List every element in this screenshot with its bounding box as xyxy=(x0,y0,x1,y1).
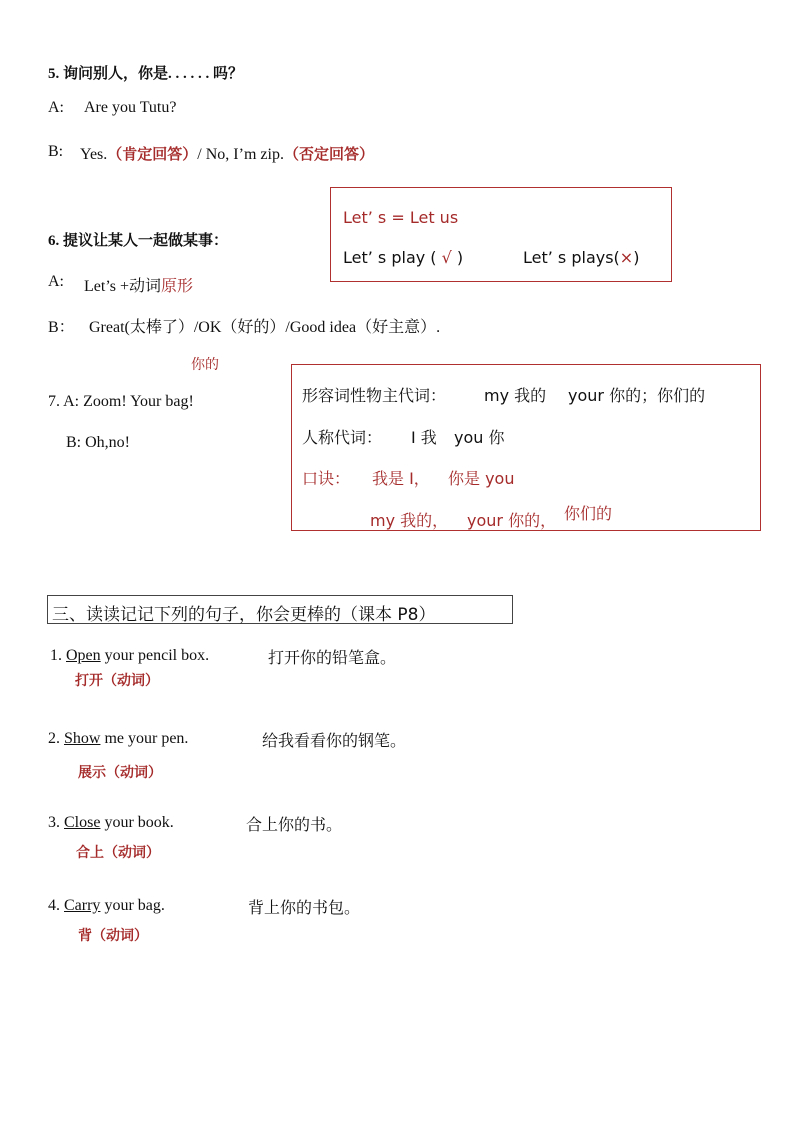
q5-b-label: B: xyxy=(48,143,64,160)
q6-a-text-red: 原形 xyxy=(161,276,194,295)
rhyme-you: 你是 you xyxy=(448,469,515,488)
q6-a-text: Let’s +动词 xyxy=(84,278,162,295)
sentence-rest: me your pen. xyxy=(104,730,189,747)
rhyme-my: my 我的， xyxy=(370,511,449,530)
lets-play-example xyxy=(343,248,463,267)
section3-title: 三、读读记记下列的句子，你会更棒的（课本 P8） xyxy=(52,605,436,625)
close-paren: ) xyxy=(456,248,464,267)
sentence-2-cn: 给我看看你的钢笔。 xyxy=(262,731,407,750)
q7-note-above: 你的 xyxy=(191,357,219,373)
check-mark: √ xyxy=(436,248,457,267)
sentence-2 xyxy=(48,730,188,748)
q7-a-line: 7. A: Zoom! Your bag! xyxy=(48,393,194,410)
q6-b-label: B： xyxy=(48,319,75,336)
pronoun-note-box xyxy=(291,364,761,531)
rhyme-your-plural: 你们的 xyxy=(564,504,613,523)
sentence-4-note: 背（动词） xyxy=(78,928,148,944)
verb-open: Open xyxy=(66,647,101,664)
item-number: 1. xyxy=(50,647,62,664)
q5-b-no-note: （否定回答） xyxy=(283,145,374,163)
sentence-rest: your pencil box. xyxy=(104,647,210,664)
personal-you: you 你 xyxy=(454,428,505,447)
section3-title-box xyxy=(47,595,513,624)
sentence-2-note: 展示（动词） xyxy=(78,765,162,781)
q5-b-line xyxy=(80,143,374,164)
q6-heading: 6. 提议让某人一起做某事： xyxy=(48,233,229,249)
q6-a-line xyxy=(84,273,193,296)
personal-i: I 我 xyxy=(411,428,437,447)
q5-heading: 5. 询问别人，你是. . . . . . 吗？ xyxy=(48,66,244,82)
rhyme-i: 我是 I， xyxy=(372,469,430,488)
cross-mark: × xyxy=(619,248,634,267)
possessive-my: my 我的 xyxy=(484,386,547,405)
sentence-rest: your bag. xyxy=(104,897,165,914)
possessive-your: your 你的；你们的 xyxy=(568,386,706,405)
rhyme-label: 口诀： xyxy=(302,469,351,488)
sentence-3-note: 合上（动词） xyxy=(76,845,160,861)
sentence-4 xyxy=(48,897,165,915)
lets-play-correct: Let’ s play ( xyxy=(343,248,437,267)
let-us-line: Let’ s = Let us xyxy=(343,208,459,227)
sentence-1 xyxy=(50,647,209,665)
lets-plays-example xyxy=(523,248,639,267)
sentence-3-cn: 合上你的书。 xyxy=(246,815,343,834)
sentence-1-cn: 打开你的铅笔盒。 xyxy=(268,648,397,667)
let-us-note-box xyxy=(330,187,672,282)
item-number: 2. xyxy=(48,730,60,747)
q5-b-yes: Yes. xyxy=(80,146,108,163)
close-paren: ) xyxy=(633,248,640,267)
q6-a-label: A: xyxy=(48,273,64,290)
q5-b-no: / No, I’m zip. xyxy=(197,146,284,163)
q5-a-text: Are you Tutu? xyxy=(84,99,177,116)
sentence-4-cn: 背上你的书包。 xyxy=(248,898,361,917)
personal-label: 人称代词： xyxy=(302,428,383,447)
item-number: 3. xyxy=(48,814,60,831)
q5-a-label: A: xyxy=(48,99,64,116)
sentence-3 xyxy=(48,814,174,832)
q7-b-line: B: Oh,no! xyxy=(66,434,130,451)
item-number: 4. xyxy=(48,897,60,914)
possessive-label: 形容词性物主代词： xyxy=(302,386,447,405)
verb-close: Close xyxy=(64,814,101,831)
verb-carry: Carry xyxy=(64,897,101,914)
q5-b-yes-note: （肯定回答） xyxy=(107,145,198,163)
q6-b-text: Great(太棒了）/OK（好的）/Good idea（好主意）. xyxy=(89,319,441,336)
lets-plays-wrong: Let’ s plays( xyxy=(523,248,620,267)
verb-show: Show xyxy=(64,730,101,747)
sentence-rest: your book. xyxy=(104,814,174,831)
rhyme-your: your 你的， xyxy=(467,511,557,530)
sentence-1-note: 打开（动词） xyxy=(75,673,159,689)
